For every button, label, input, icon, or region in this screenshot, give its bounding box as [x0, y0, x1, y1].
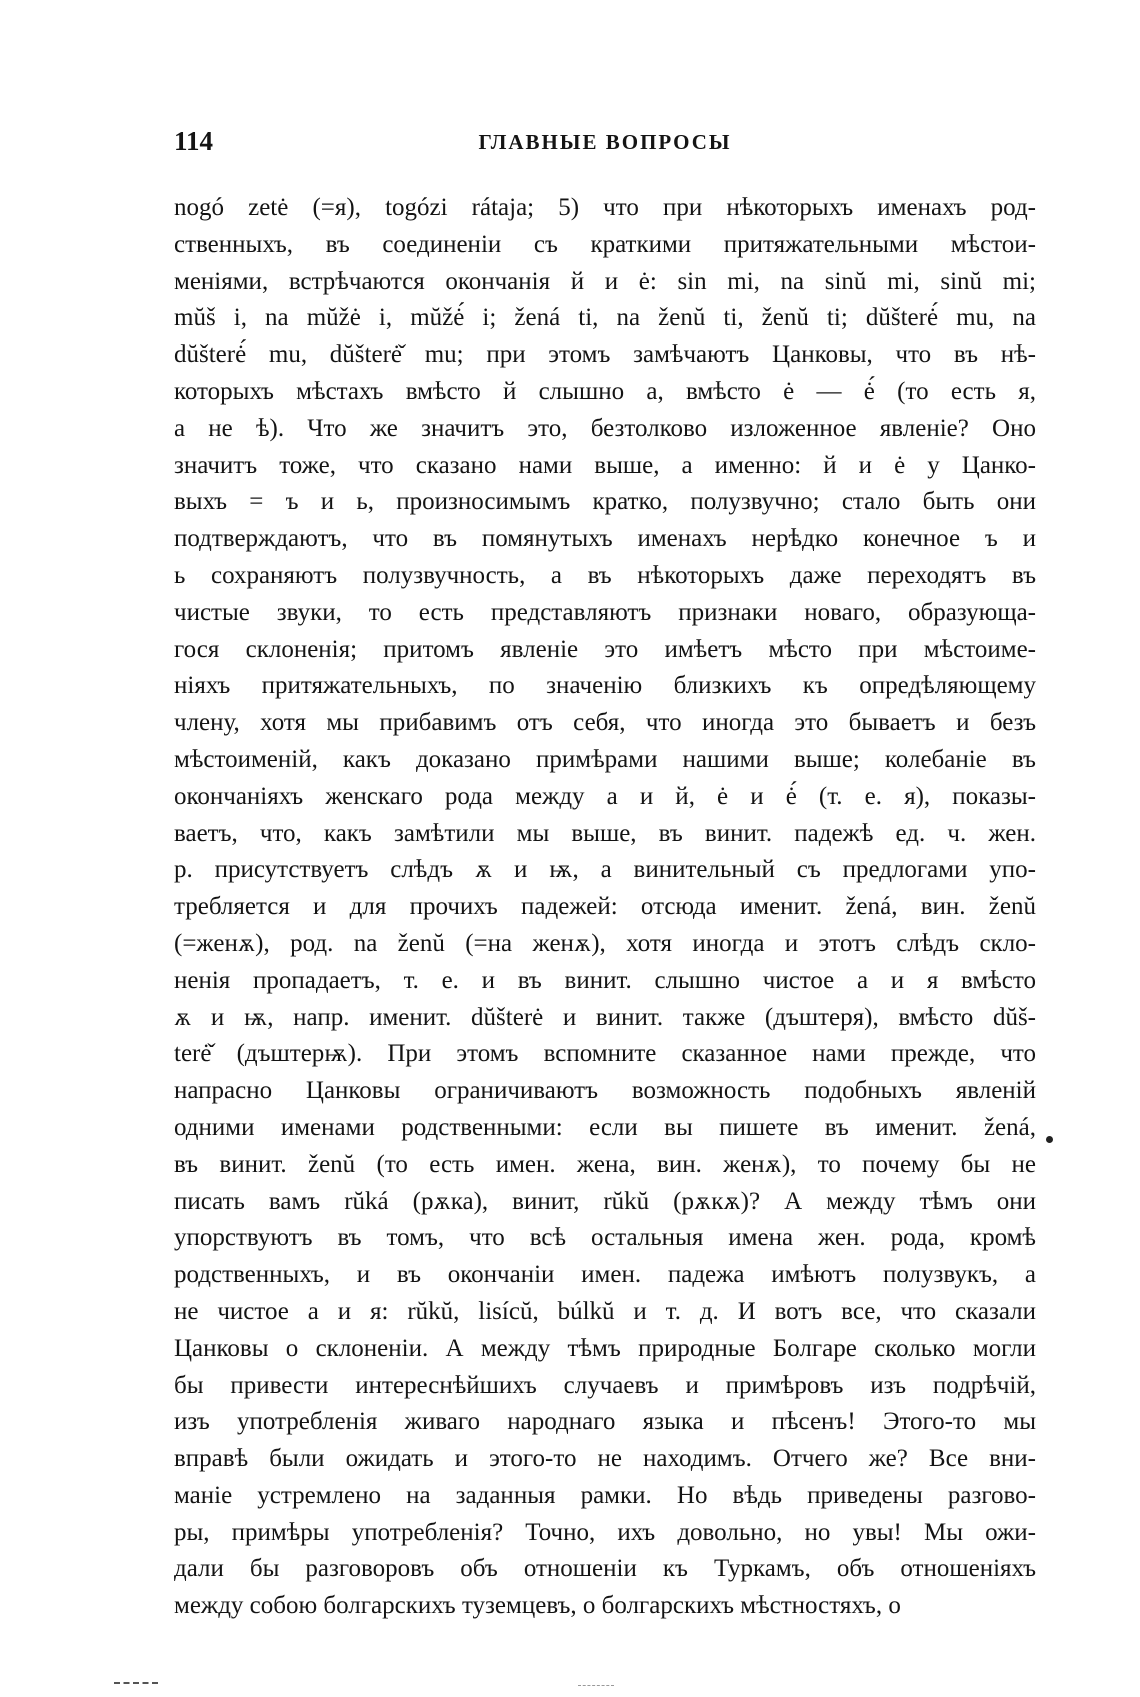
- text-line: ніяхъ притяжательныхъ, по значенію близкихъ къ опредѣляющему: [174, 672, 1036, 700]
- text-line: ры, примѣры употребленія? Точно, ихъ довольно, но увы! Мы ожи-: [174, 1518, 1036, 1546]
- text-line: а не ѣ). Что же значитъ это, безтолково изложенное явленіе? Оно: [174, 414, 1036, 442]
- text-line: въ винит. ženŭ (то есть имен. жена, вин. женѫ), то почему бы не: [174, 1150, 1036, 1178]
- text-line: dŭšterė́ mu, dŭšterė̌ mu; при этомъ замѣчаютъ Цанковы, что въ нѣ-: [174, 341, 1036, 369]
- text-line: выхъ = ъ и ь, произносимымъ кратко, полузвучно; стало быть они: [174, 488, 1036, 516]
- text-line: р. присутствуетъ слѣдъ ѫ и ѭ, а винительный съ предлогами упо-: [174, 856, 1036, 884]
- text-line: значитъ тоже, что сказано нами выше, а именно: й и ė у Цанко-: [174, 451, 1036, 479]
- text-line: ственныхъ, въ соединеніи съ краткими притяжательными мѣстои-: [174, 230, 1036, 258]
- text-line: ненія пропадаетъ, т. е. и въ винит. слышно чистое а и я вмѣсто: [174, 966, 1036, 994]
- running-head: ГЛАВНЫЕ ВОПРОСЫ: [478, 130, 732, 154]
- text-line: подтверждаютъ, что въ помянутыхъ именахъ нерѣдко конечное ъ и: [174, 525, 1036, 553]
- text-line: между собою болгарскихъ туземцевъ, о болгарскихъ мѣстностяхъ, о: [174, 1592, 901, 1620]
- text-line: (=женѫ), род. na ženŭ (=на женѫ), хотя иногда и этотъ слѣдъ скло-: [174, 929, 1036, 957]
- text-line: terė̌ (дъштерѭ). При этомъ вспомните сказанное нами прежде, что: [174, 1040, 1036, 1068]
- text-line: Цанковы о склоненіи. А между тѣмъ природные Болгаре сколько могли: [174, 1334, 1036, 1362]
- footer-rule-mark: [114, 1682, 158, 1686]
- text-line: изъ употребленія живаго народнаго языка и пѣсенъ! Этого-то мы: [174, 1408, 1036, 1436]
- body-text: [174, 190, 1036, 1625]
- margin-dot: [1046, 1136, 1053, 1143]
- text-line: упорствуютъ въ томъ, что всѣ остальныя имена жен. рода, кромѣ: [174, 1224, 1036, 1252]
- text-line: родственныхъ, и въ окончаніи имен. падежа имѣютъ полузвукъ, а: [174, 1261, 1036, 1289]
- text-line: напрасно Цанковы ограничиваютъ возможность подобныхъ явленій: [174, 1077, 1036, 1105]
- text-line: вправѣ были ожидать и этого-то не находимъ. Отчего же? Все вни-: [174, 1445, 1036, 1473]
- text-line: не чистое а и я: rŭkŭ, lisícŭ, búlkŭ и т. д. И вотъ все, что сказали: [174, 1297, 1036, 1325]
- text-line: ѫ и ѭ, напр. именит. dŭšterė и винит. также (дъштеря), вмѣсто dŭš-: [174, 1003, 1036, 1031]
- page-number: 114: [174, 126, 214, 156]
- text-line: ваетъ, что, какъ замѣтили мы выше, въ винит. падежѣ ед. ч. жен.: [174, 819, 1036, 847]
- text-line: требляется и для прочихъ падежей: отсюда именит. žená, вин. ženŭ: [174, 893, 1036, 921]
- text-line: которыхъ мѣстахъ вмѣсто й слышно а, вмѣсто ė — ė́ (то есть я,: [174, 377, 1036, 405]
- page-header: [174, 126, 1036, 166]
- text-line: мѣстоименій, какъ доказано примѣрами нашими выше; колебаніе въ: [174, 745, 1036, 773]
- text-line: mŭš i, na mŭžė i, mŭžė́ i; žená ti, na ženŭ ti, ženŭ ti; dŭšterė́ mu, na: [174, 304, 1036, 332]
- text-line: окончаніяхъ женскаго рода между а и й, ė и ė́ (т. е. я), показы-: [174, 782, 1036, 810]
- text-line: одними именами родственными: если вы пишете въ именит. žená,: [174, 1113, 1036, 1141]
- text-line: писать вамъ rŭká (рѫка), винит, rŭkŭ (рѫкѫ)? А между тѣмъ они: [174, 1187, 1036, 1215]
- text-line: ь сохраняютъ полузвучность, а въ нѣкоторыхъ даже переходятъ въ: [174, 561, 1036, 589]
- text-line: чистые звуки, то есть представляютъ признаки новаго, образующа-: [174, 598, 1036, 626]
- text-line: nogó zetė (=я), togózi rátaja; 5) что при нѣкоторыхъ именахъ род-: [174, 194, 1036, 221]
- footer-center-mark: [578, 1685, 614, 1687]
- text-line: меніями, встрѣчаются окончанія й и ė: sin mi, na sinŭ mi, sinŭ mi;: [174, 267, 1036, 295]
- text-line: бы привести интереснѣйшихъ случаевъ и примѣровъ изъ подрѣчій,: [174, 1371, 1036, 1399]
- text-line: гося склоненія; притомъ явленіе это имѣетъ мѣсто при мѣстоиме-: [174, 635, 1036, 663]
- text-line: члену, хотя мы прибавимъ отъ себя, что иногда это бываетъ и безъ: [174, 709, 1036, 737]
- text-line: дали бы разговоровъ объ отношеніи къ Туркамъ, объ отношеніяхъ: [174, 1555, 1036, 1583]
- text-line: маніе устремлено на заданныя рамки. Но вѣдь приведены разгово-: [174, 1481, 1036, 1509]
